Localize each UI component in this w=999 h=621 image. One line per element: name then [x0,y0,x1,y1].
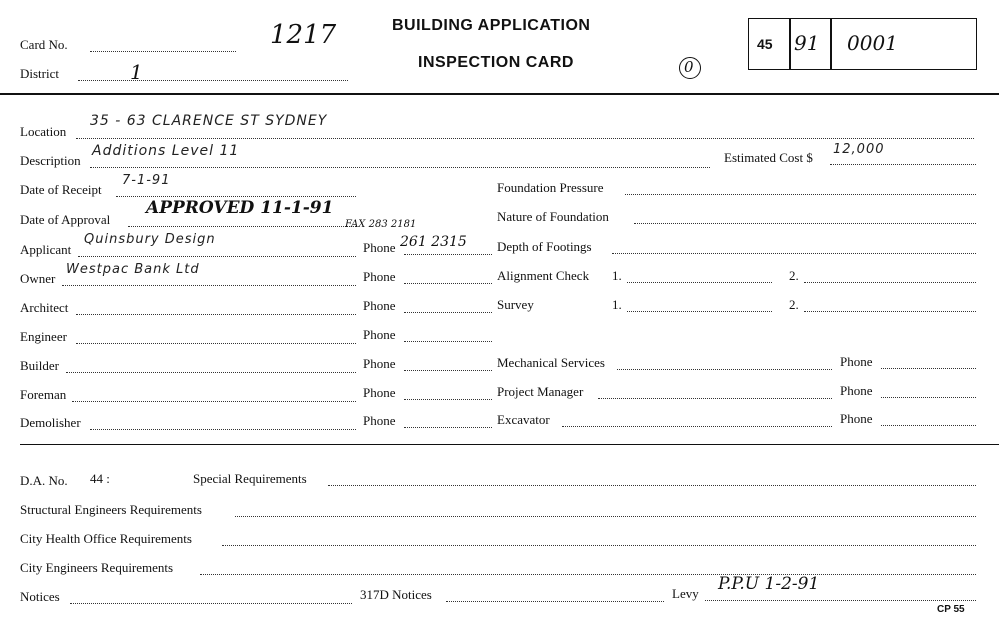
owner-phone-line [404,283,492,284]
notices-317d-label: 317D Notices [360,587,432,602]
estimated-cost-label: Estimated Cost $ [724,150,813,165]
location-label: Location [20,124,67,139]
alignment-check-line2 [804,282,976,283]
structural-requirements-label: Structural Engineers Requirements [20,502,202,517]
applicant-value: Quinsbury Design [84,232,216,247]
levy-line [705,600,976,601]
mechanical-services-phone-label: Phone [840,354,873,369]
survey-label: Survey [497,297,534,312]
excavator-label: Excavator [497,412,550,427]
da-no-value: 44 : [90,471,110,486]
owner-line [62,285,356,286]
description-line [90,167,710,168]
survey-num1: 1. [612,297,622,312]
health-requirements-label: City Health Office Requirements [20,531,192,546]
date-of-receipt-value: 7-1-91 [122,173,171,188]
ref-divider-2 [830,19,832,69]
builder-phone-label: Phone [363,356,396,371]
foreman-label: Foreman [20,387,67,402]
ref-year: 91 [794,31,820,55]
foundation-pressure-line [625,194,976,195]
form-subtitle: INSPECTION CARD [418,54,574,71]
applicant-phone-label: Phone [363,240,396,255]
date-of-approval-line [128,226,356,227]
circled-mark [679,57,701,79]
alignment-check-label: Alignment Check [497,268,590,283]
card-no-value: 1217 [270,20,337,50]
health-requirements-line [222,545,976,546]
mechanical-services-line [617,369,832,370]
alignment-check-line1 [627,282,772,283]
excavator-phone-line [881,425,976,426]
date-of-receipt-line [116,196,356,197]
applicant-line [78,256,356,257]
demolisher-label: Demolisher [20,415,81,430]
architect-line [76,314,356,315]
demolisher-phone-line [404,427,492,428]
owner-phone-label: Phone [363,269,396,284]
project-manager-line [598,398,832,399]
architect-phone-label: Phone [363,298,396,313]
ref-number: 0001 [847,31,898,55]
owner-label: Owner [20,271,56,286]
builder-label: Builder [20,358,59,373]
form-code: CP 55 [937,604,965,615]
ref-divider-1 [789,19,791,69]
levy-value: P.P.U 1-2-91 [718,574,820,594]
estimated-cost-value: 12,000 [833,142,885,157]
alignment-check-num1: 1. [612,268,622,283]
engineer-line [76,343,356,344]
engineer-label: Engineer [20,329,67,344]
architect-phone-line [404,312,492,313]
foreman-phone-line [404,399,492,400]
details-rule [20,444,999,445]
ref-series: 45 [757,36,773,52]
builder-phone-line [404,370,492,371]
description-value: Additions Level 11 [92,143,240,159]
builder-line [66,372,356,373]
depth-of-footings-label: Depth of Footings [497,239,592,254]
card-no-line [90,51,236,52]
foundation-pressure-label: Foundation Pressure [497,180,604,195]
applicant-phone-line [404,254,492,255]
project-manager-phone-line [881,397,976,398]
engineer-phone-label: Phone [363,327,396,342]
notices-label: Notices [20,589,60,604]
notices-line [70,603,352,604]
fax-note: FAX 283 2181 [345,219,417,230]
architect-label: Architect [20,300,69,315]
mechanical-services-label: Mechanical Services [497,355,605,370]
engineer-phone-line [404,341,492,342]
excavator-line [562,426,832,427]
excavator-phone-label: Phone [840,411,873,426]
nature-of-foundation-label: Nature of Foundation [497,209,609,224]
demolisher-line [90,429,356,430]
notices-317d-line [446,601,664,602]
district-label: District [20,66,59,81]
form-title: BUILDING APPLICATION [392,17,591,34]
applicant-phone-value: 261 2315 [400,234,467,250]
district-line [78,80,348,81]
da-no-label: D.A. No. [20,473,68,488]
header-rule [0,93,999,95]
survey-line2 [804,311,976,312]
location-value: 35 - 63 CLARENCE ST SYDNEY [90,113,328,129]
card-no-label: Card No. [20,37,68,52]
project-manager-phone-label: Phone [840,383,873,398]
special-requirements-label: Special Requirements [193,471,307,486]
nature-of-foundation-line [634,223,976,224]
mechanical-services-phone-line [881,368,976,369]
city-engineers-requirements-line [200,574,976,575]
district-value: 1 [130,60,143,84]
levy-label: Levy [672,586,699,601]
foreman-phone-label: Phone [363,385,396,400]
estimated-cost-line [830,164,976,165]
survey-num2: 2. [789,297,799,312]
circled-mark-digit: 0 [684,58,694,76]
owner-value: Westpac Bank Ltd [66,262,200,277]
demolisher-phone-label: Phone [363,413,396,428]
structural-requirements-line [235,516,976,517]
date-of-receipt-label: Date of Receipt [20,182,102,197]
special-requirements-line [328,485,976,486]
location-line [76,138,974,139]
project-manager-label: Project Manager [497,384,584,399]
description-label: Description [20,153,81,168]
survey-line1 [627,311,772,312]
date-of-approval-value: APPROVED 11-1-91 [146,198,334,218]
reference-box [748,18,977,70]
city-engineers-requirements-label: City Engineers Requirements [20,560,174,575]
depth-of-footings-line [612,253,976,254]
date-of-approval-label: Date of Approval [20,212,111,227]
foreman-line [72,401,356,402]
applicant-label: Applicant [20,242,72,257]
alignment-check-num2: 2. [789,268,799,283]
